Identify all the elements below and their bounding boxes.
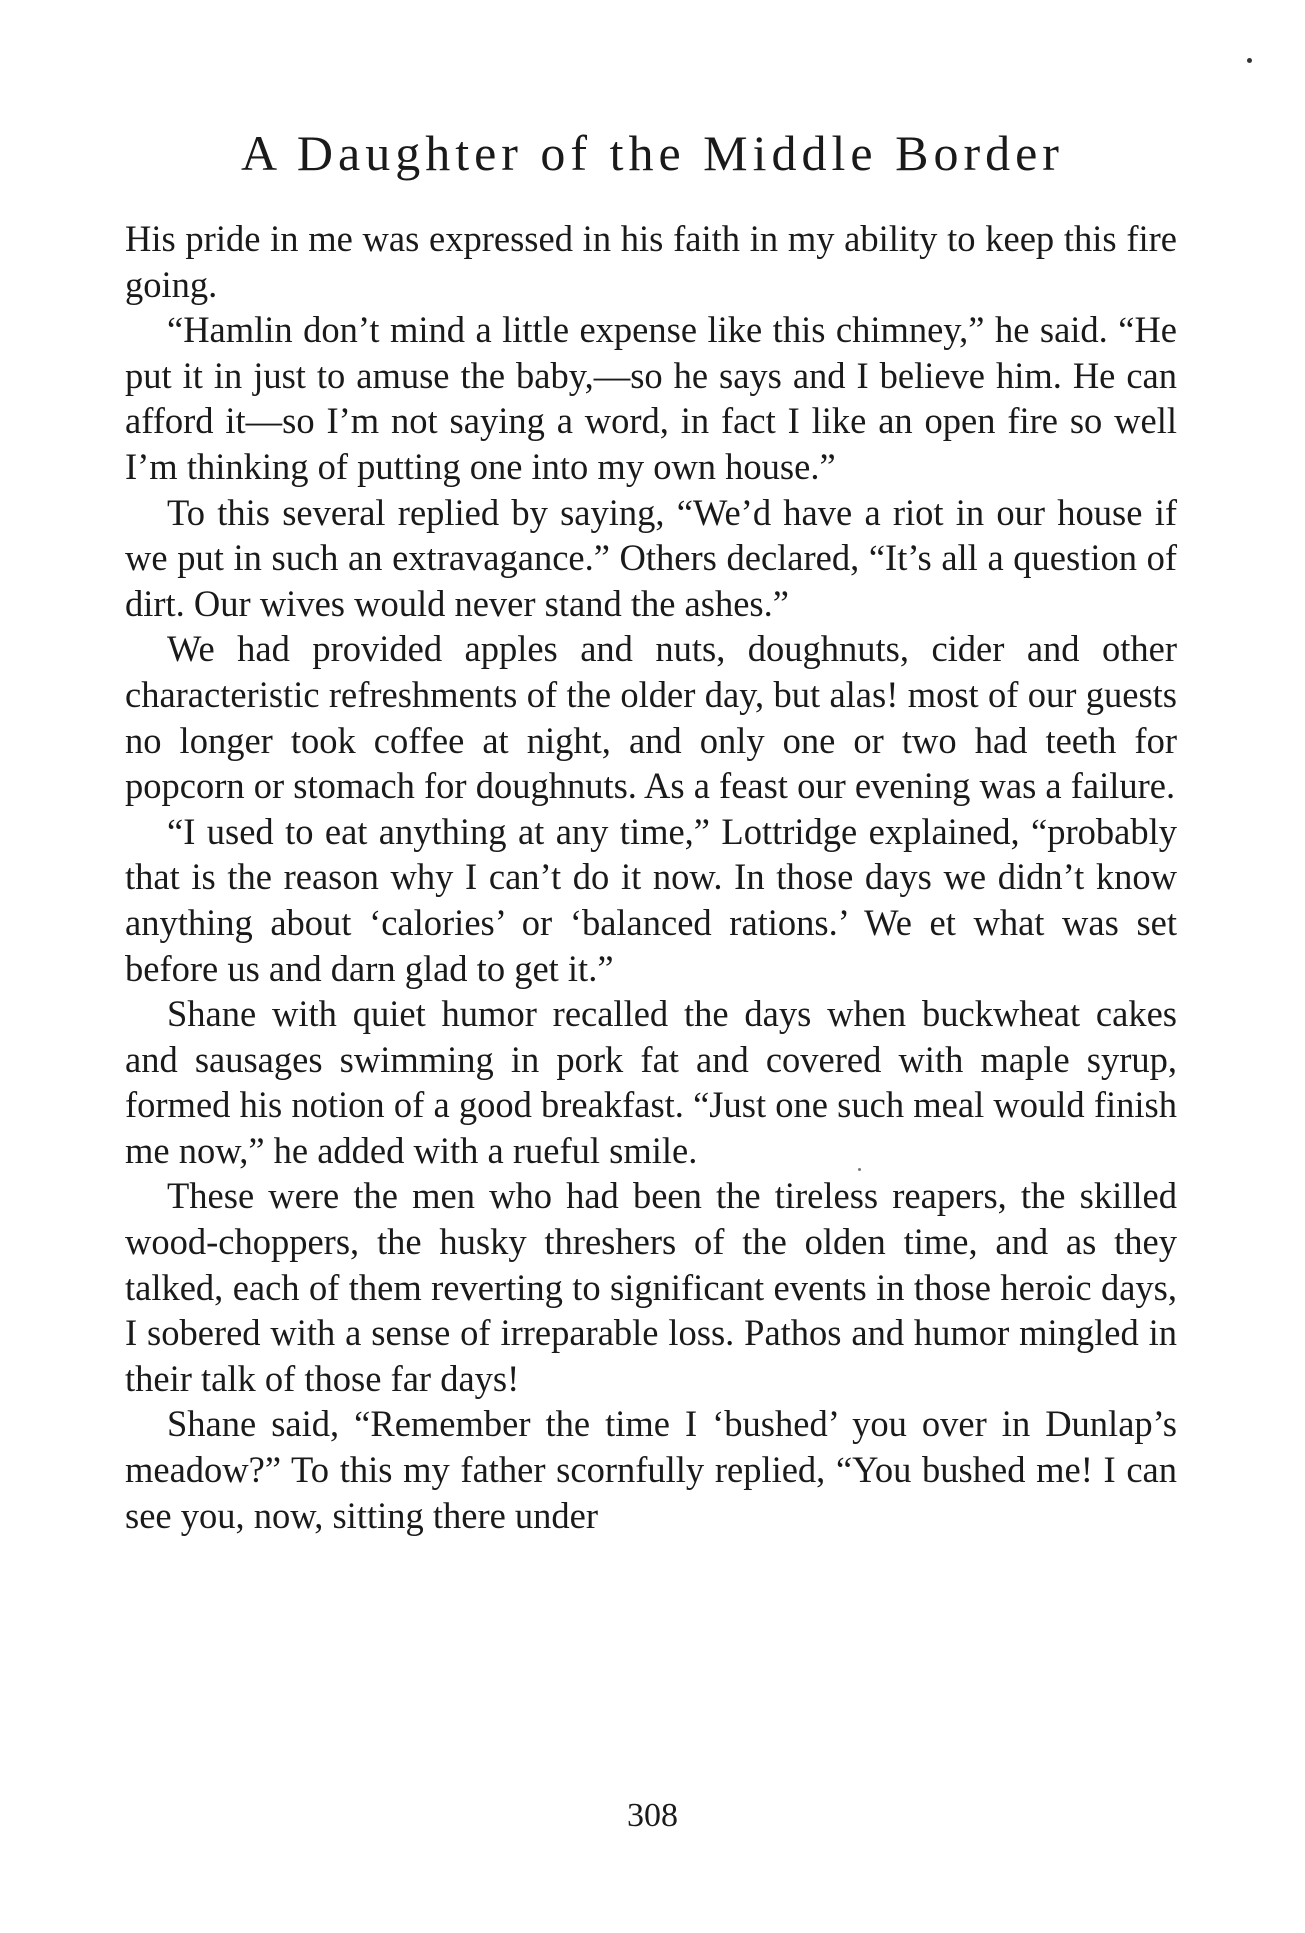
paragraph-8: Shane said, “Remember the time I ‘bushed’ you over in Dunlap’s meadow?” To this my father scornfully replied, “You bushed me! I can see you, now, sitting there under xyxy=(125,1403,1177,1536)
paragraph-3: To this several replied by saying, “We’d have a riot in our house if we put in such an extravagance.” Others declared, “It’s all a question of dirt. Our wives would never stand the ashes.” xyxy=(125,491,1177,624)
paragraph-7: These were the men who had been the tireless reapers, the skilled wood-choppers, the husky threshers of the olden time, and as they talked, each of them reverting to significant events in those heroic days, I sobered with a sense of irreparable loss. Pathos and humor mingled in their talk of those far days! xyxy=(125,1175,1177,1399)
page-number: 308 xyxy=(627,1797,678,1834)
paragraph-4: We had provided apples and nuts, doughnuts, cider and other characteristic refreshments of the older day, but alas! most of our guests no longer took coffee at night, and only one or two had teeth for popcorn or stomach for doughnuts. As a feast our evening was a failure. xyxy=(125,628,1177,807)
paragraph-2: “Hamlin don’t mind a little expense like this chimney,” he said. “He put it in just to amuse the baby,—so he says and I believe him. He can afford it—so I’m not saying a word, in fact I like an open fire so well I’m thinking of putting one into my own house.” xyxy=(125,309,1177,487)
paragraph-5: “I used to eat anything at any time,” Lottridge explained, “probably that is the reason why I can’t do it now. In those days we didn’t know anything about ‘calories’ or ‘balanced rations.’ We et what was set before us and darn glad to get it.” xyxy=(125,810,1177,989)
ink-speck xyxy=(1247,58,1252,63)
paragraph-6: Shane with quiet humor recalled the days when buckwheat cakes and sausages swimming in pork fat and covered with maple syrup, formed his notion of a good breakfast. “Just one such meal would finish me now,” he added with a rueful smile. xyxy=(125,993,1177,1171)
running-head: A Daughter of the Middle Border xyxy=(241,125,1064,181)
body-text xyxy=(125,216,1177,1538)
paragraph-1: His pride in me was expressed in his faith in my ability to keep this fire going. xyxy=(125,218,1177,305)
ink-speck xyxy=(858,1168,861,1171)
